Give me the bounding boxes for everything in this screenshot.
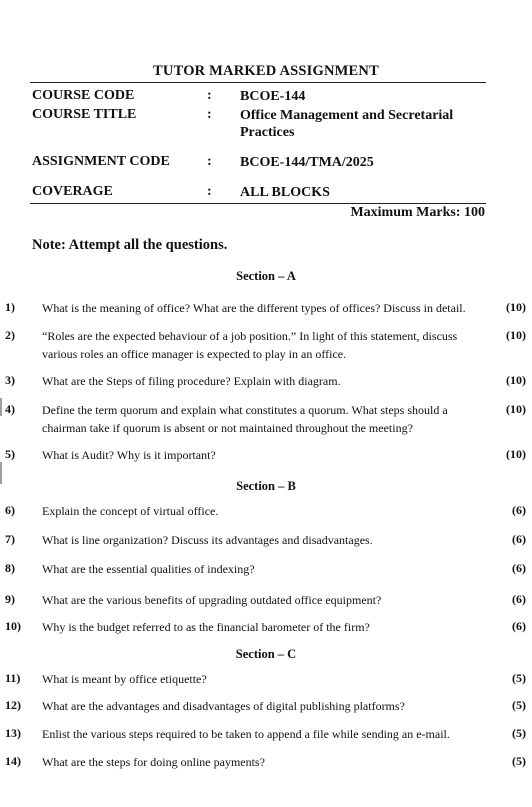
question-text: What is meant by office etiquette? <box>42 672 207 686</box>
course-code-label: COURSE CODE <box>32 88 135 103</box>
question-marks: (10) <box>506 447 526 461</box>
question-marks: (10) <box>506 300 526 314</box>
section-b-heading: Section – B <box>236 479 296 493</box>
assignment-code-value: BCOE-144/TMA/2025 <box>240 155 374 170</box>
colon: : <box>207 154 212 169</box>
question-number: 8) <box>5 561 15 575</box>
question-marks: (6) <box>512 561 526 575</box>
question-text: “Roles are the expected behaviour of a job position.” In light of this statement, discuss various roles an office manager is expected to play in an office. <box>42 329 458 361</box>
question-number: 14) <box>5 754 21 768</box>
question-number: 6) <box>5 503 15 517</box>
question-number: 13) <box>5 726 21 740</box>
colon: : <box>207 88 212 103</box>
question-text: What are the essential qualities of indexing? <box>42 562 255 576</box>
scan-edge-mark <box>0 398 2 416</box>
question-text: What is the meaning of office? What are the different types of offices? Discuss in detail. <box>42 301 466 315</box>
question-text: What are the steps for doing online payments? <box>42 755 265 769</box>
question-number: 9) <box>5 592 15 606</box>
document-title: TUTOR MARKED ASSIGNMENT <box>153 63 379 79</box>
question-marks: (5) <box>512 754 526 768</box>
maximum-marks: Maximum Marks: 100 <box>350 205 485 220</box>
colon: : <box>207 184 212 199</box>
question-marks: (5) <box>512 698 526 712</box>
question-number: 2) <box>5 328 15 342</box>
question-number: 3) <box>5 373 15 387</box>
question-text: Explain the concept of virtual office. <box>42 504 219 518</box>
question-number: 7) <box>5 532 15 546</box>
course-code-value: BCOE-144 <box>240 89 306 104</box>
question-marks: (6) <box>512 532 526 546</box>
question-number: 5) <box>5 447 15 461</box>
question-marks: (5) <box>512 671 526 685</box>
coverage-label: COVERAGE <box>32 184 113 199</box>
section-c-heading: Section – C <box>235 647 297 661</box>
header-top-rule <box>30 82 486 83</box>
question-text: Define the term quorum and explain what constitutes a quorum. What steps should a chairman take if quorum is absent or not maintained throughout the meeting? <box>42 403 448 435</box>
course-title-value: Office Management and Secretarial Practices <box>240 108 454 140</box>
question-marks: (10) <box>506 373 526 387</box>
question-text: What is Audit? Why is it important? <box>42 448 216 462</box>
question-number: 4) <box>5 402 15 416</box>
coverage-value: ALL BLOCKS <box>240 185 330 200</box>
scan-edge-mark <box>0 462 2 484</box>
question-number: 10) <box>5 619 21 633</box>
question-marks: (10) <box>506 328 526 342</box>
question-text: Enlist the various steps required to be taken to append a file while sending an e-mail. <box>42 727 450 741</box>
question-marks: (6) <box>512 503 526 517</box>
instruction-note: Note: Attempt all the questions. <box>32 237 228 253</box>
course-title-label: COURSE TITLE <box>32 107 137 122</box>
assignment-code-label: ASSIGNMENT CODE <box>32 154 170 169</box>
question-number: 1) <box>5 300 15 314</box>
question-number: 11) <box>5 671 21 685</box>
question-marks: (10) <box>506 402 526 416</box>
question-text: Why is the budget referred to as the financial barometer of the firm? <box>42 620 370 634</box>
header-bottom-rule <box>30 203 486 204</box>
question-text: What is line organization? Discuss its advantages and disadvantages. <box>42 533 373 547</box>
question-text: What are the various benefits of upgrading outdated office equipment? <box>42 593 382 607</box>
question-marks: (5) <box>512 726 526 740</box>
question-marks: (6) <box>512 619 526 633</box>
question-number: 12) <box>5 698 21 712</box>
colon: : <box>207 107 212 122</box>
question-text: What are the advantages and disadvantages of digital publishing platforms? <box>42 699 405 713</box>
question-text: What are the Steps of filing procedure? Explain with diagram. <box>42 374 341 388</box>
section-a-heading: Section – A <box>236 269 296 283</box>
question-marks: (6) <box>512 592 526 606</box>
